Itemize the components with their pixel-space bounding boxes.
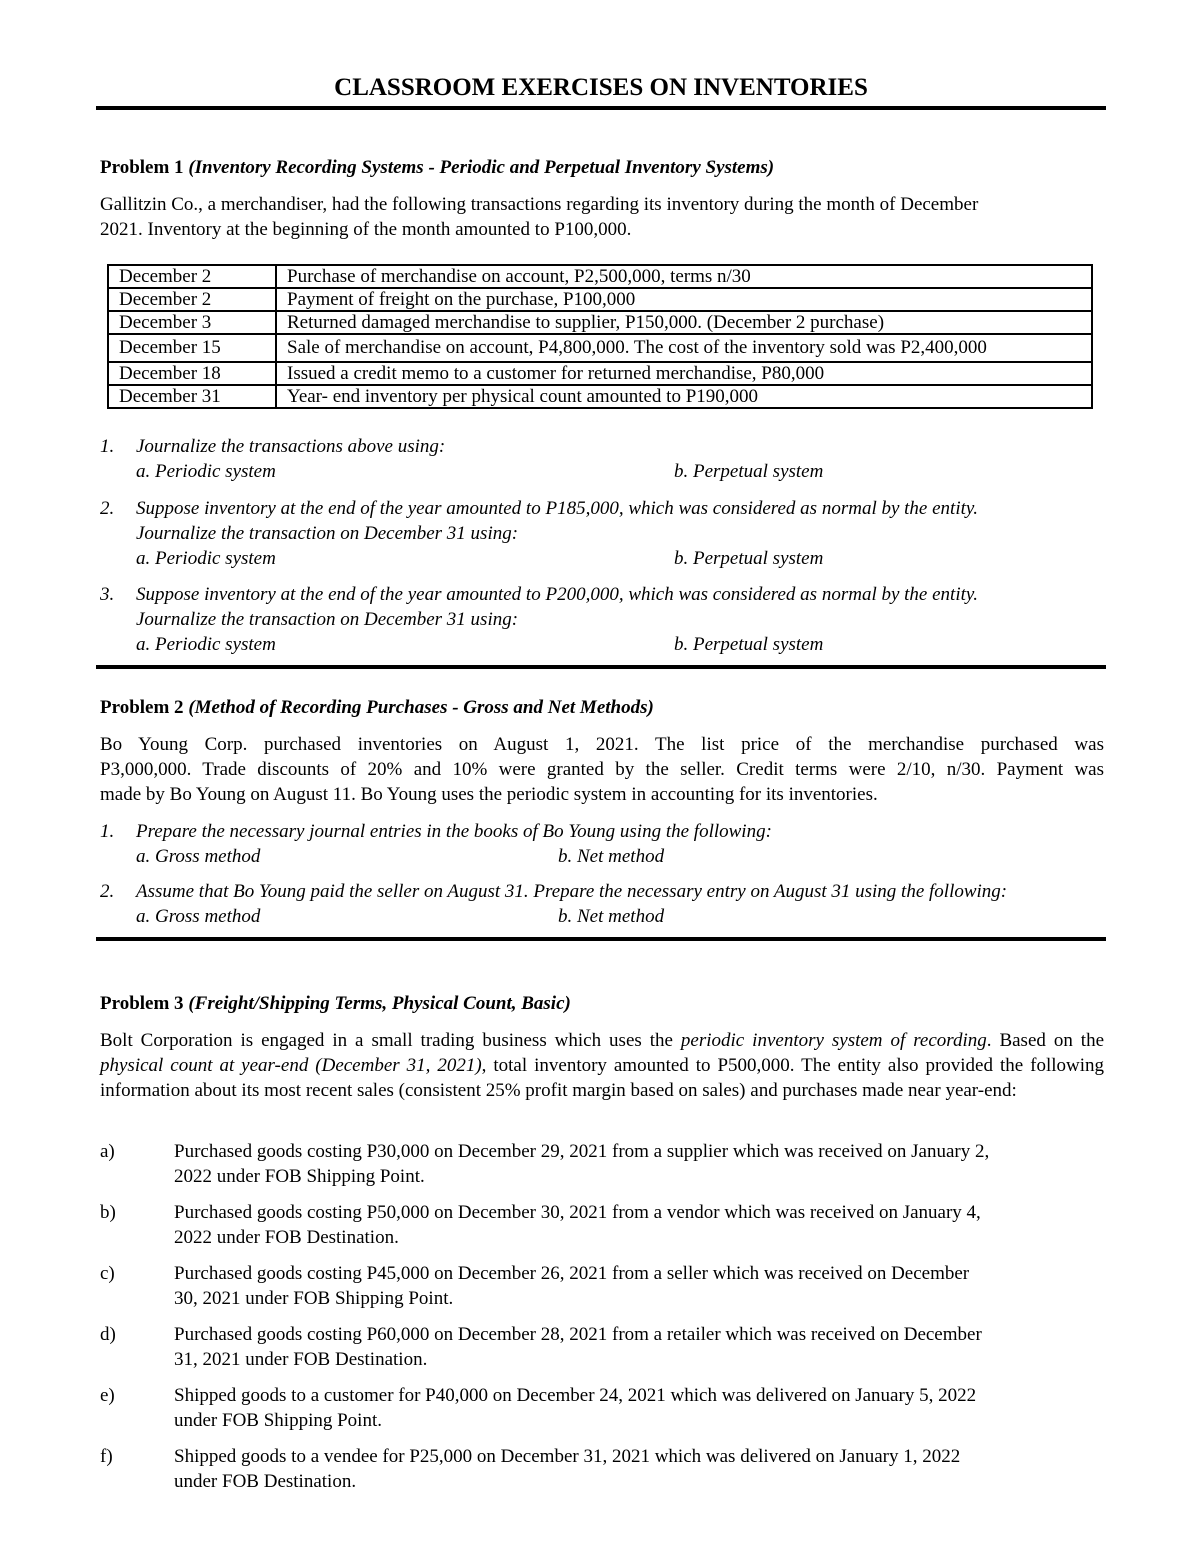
question-text: Suppose inventory at the end of the year amounted to P200,000, which was considered as normal by the entity. bbox=[136, 584, 979, 605]
transaction-date: December 3 bbox=[108, 311, 276, 334]
list-marker: f) bbox=[100, 1446, 113, 1467]
question-text: Prepare the necessary journal entries in the books of Bo Young using the following: bbox=[136, 821, 772, 842]
section-divider bbox=[96, 665, 1106, 669]
problem1-intro-line2: 2021. Inventory at the beginning of the month amounted to P100,000. bbox=[100, 219, 632, 240]
problem1-label: Problem 1 bbox=[100, 157, 184, 178]
table-row bbox=[108, 334, 1092, 362]
problem2-heading bbox=[100, 695, 1104, 720]
option-b: b. Net method bbox=[558, 906, 665, 927]
question-number: 2. bbox=[100, 498, 115, 519]
list-item-text: Purchased goods costing P50,000 on December 30, 2021 from a vendor which was received on January 4, bbox=[174, 1202, 981, 1223]
list-marker: e) bbox=[100, 1385, 115, 1406]
list-item-text-line2: under FOB Destination. bbox=[174, 1471, 357, 1492]
problem1-question-2 bbox=[100, 496, 1104, 571]
list-item-text-line2: 2022 under FOB Destination. bbox=[174, 1227, 399, 1248]
option-a: a. Periodic system bbox=[136, 461, 276, 482]
list-marker: b) bbox=[100, 1202, 116, 1223]
option-b: b. Net method bbox=[558, 846, 665, 867]
problem1-question-1 bbox=[100, 434, 1104, 484]
problem2-question-2 bbox=[100, 879, 1104, 929]
question-text-line2: Journalize the transaction on December 31 using: bbox=[136, 609, 519, 630]
problem2-intro bbox=[100, 732, 1104, 807]
question-text: Suppose inventory at the end of the year amounted to P185,000, which was considered as normal by the entity. bbox=[136, 498, 979, 519]
transaction-description: Payment of freight on the purchase, P100,000 bbox=[276, 288, 1092, 311]
table-row bbox=[108, 362, 1092, 385]
problem1-intro bbox=[100, 192, 1104, 242]
question-text-line2: Journalize the transaction on December 31 using: bbox=[136, 523, 519, 544]
title-divider bbox=[96, 106, 1106, 110]
transaction-date: December 2 bbox=[108, 265, 276, 288]
transaction-date: December 18 bbox=[108, 362, 276, 385]
question-number: 2. bbox=[100, 881, 115, 902]
option-a: a. Gross method bbox=[136, 906, 261, 927]
problem2-intro-line2: P3,000,000. Trade discounts of 20% and 10% were granted by the seller. Credit terms were 2/10, n/30. Payment was bbox=[100, 759, 1104, 780]
question-number: 3. bbox=[100, 584, 115, 605]
list-item-text: Shipped goods to a customer for P40,000 on December 24, 2021 which was delivered on January 5, 2022 bbox=[174, 1385, 977, 1406]
page-title: CLASSROOM EXERCISES ON INVENTORIES bbox=[334, 74, 868, 101]
problem1-subtitle: (Inventory Recording Systems - Periodic and Perpetual Inventory Systems) bbox=[188, 157, 775, 178]
section-divider bbox=[96, 937, 1106, 941]
list-item bbox=[100, 1383, 1104, 1433]
problem2-intro-line3: made by Bo Young on August 11. Bo Young uses the periodic system in accounting for its inventories. bbox=[100, 784, 878, 805]
table-row bbox=[108, 385, 1092, 408]
list-marker: d) bbox=[100, 1324, 116, 1345]
transaction-description: Purchase of merchandise on account, P2,500,000, terms n/30 bbox=[276, 265, 1092, 288]
list-item-text-line2: 2022 under FOB Shipping Point. bbox=[174, 1166, 425, 1187]
list-item bbox=[100, 1139, 1104, 1189]
problem3-intro-emphasis: physical count at year-end (December 31, 2021) bbox=[100, 1055, 482, 1076]
problem3-intro-emphasis: periodic inventory system of recording bbox=[680, 1030, 987, 1051]
problem3-heading bbox=[100, 991, 1104, 1016]
transaction-date: December 31 bbox=[108, 385, 276, 408]
list-item-text-line2: under FOB Shipping Point. bbox=[174, 1410, 382, 1431]
list-item bbox=[100, 1200, 1104, 1250]
problem1-heading bbox=[100, 155, 1104, 180]
transaction-description: Returned damaged merchandise to supplier, P150,000. (December 2 purchase) bbox=[276, 311, 1092, 334]
problem3-intro bbox=[100, 1028, 1104, 1103]
problem2-intro-line1: Bo Young Corp. purchased inventories on August 1, 2021. The list price of the merchandise purchased was bbox=[100, 734, 1104, 755]
problem3-intro-text: . Based on the bbox=[986, 1030, 1104, 1051]
transaction-date: December 15 bbox=[108, 334, 276, 362]
list-item-text: Purchased goods costing P30,000 on December 29, 2021 from a supplier which was received on January 2, bbox=[174, 1141, 990, 1162]
list-marker: a) bbox=[100, 1141, 115, 1162]
problem1-question-3 bbox=[100, 582, 1104, 657]
transactions-table bbox=[107, 264, 1093, 409]
list-item bbox=[100, 1261, 1104, 1311]
list-item-text: Purchased goods costing P45,000 on December 26, 2021 from a seller which was received on December bbox=[174, 1263, 970, 1284]
transaction-description: Issued a credit memo to a customer for returned merchandise, P80,000 bbox=[276, 362, 1092, 385]
table-row bbox=[108, 288, 1092, 311]
option-b: b. Perpetual system bbox=[674, 634, 824, 655]
question-number: 1. bbox=[100, 821, 115, 842]
problem3-subtitle: (Freight/Shipping Terms, Physical Count, Basic) bbox=[188, 993, 571, 1014]
table-row bbox=[108, 311, 1092, 334]
list-item bbox=[100, 1444, 1104, 1494]
option-b: b. Perpetual system bbox=[674, 548, 824, 569]
problem3-intro-text: Bolt Corporation is engaged in a small trading business which uses the bbox=[100, 1030, 681, 1051]
option-a: a. Periodic system bbox=[136, 548, 276, 569]
list-item-text-line2: 31, 2021 under FOB Destination. bbox=[174, 1349, 428, 1370]
problem3-intro-text: , total inventory amounted to P500,000. The entity also provided the following information about its most recent sales (consistent 25% profit margin based on sales) and purchases made near year-end: bbox=[100, 1055, 1105, 1101]
question-text: Journalize the transactions above using: bbox=[136, 436, 446, 457]
problem2-label: Problem 2 bbox=[100, 697, 184, 718]
transaction-date: December 2 bbox=[108, 288, 276, 311]
problem2-subtitle: (Method of Recording Purchases - Gross and Net Methods) bbox=[188, 697, 654, 718]
table-row bbox=[108, 265, 1092, 288]
list-marker: c) bbox=[100, 1263, 115, 1284]
problem3-label: Problem 3 bbox=[100, 993, 184, 1014]
option-b: b. Perpetual system bbox=[674, 461, 824, 482]
list-item bbox=[100, 1322, 1104, 1372]
option-a: a. Gross method bbox=[136, 846, 261, 867]
list-item-text: Shipped goods to a vendee for P25,000 on December 31, 2021 which was delivered on January 1, 2022 bbox=[174, 1446, 961, 1467]
question-number: 1. bbox=[100, 436, 115, 457]
transaction-description: Sale of merchandise on account, P4,800,000. The cost of the inventory sold was P2,400,000 bbox=[276, 334, 1092, 362]
option-a: a. Periodic system bbox=[136, 634, 276, 655]
list-item-text: Purchased goods costing P60,000 on December 28, 2021 from a retailer which was received on December bbox=[174, 1324, 982, 1345]
question-text: Assume that Bo Young paid the seller on August 31. Prepare the necessary entry on August 31 using the following: bbox=[136, 881, 1008, 902]
problem2-question-1 bbox=[100, 819, 1104, 869]
problem1-intro-line1: Gallitzin Co., a merchandiser, had the following transactions regarding its inventory during the month of December bbox=[100, 194, 979, 215]
list-item-text-line2: 30, 2021 under FOB Shipping Point. bbox=[174, 1288, 454, 1309]
transaction-description: Year- end inventory per physical count amounted to P190,000 bbox=[276, 385, 1092, 408]
